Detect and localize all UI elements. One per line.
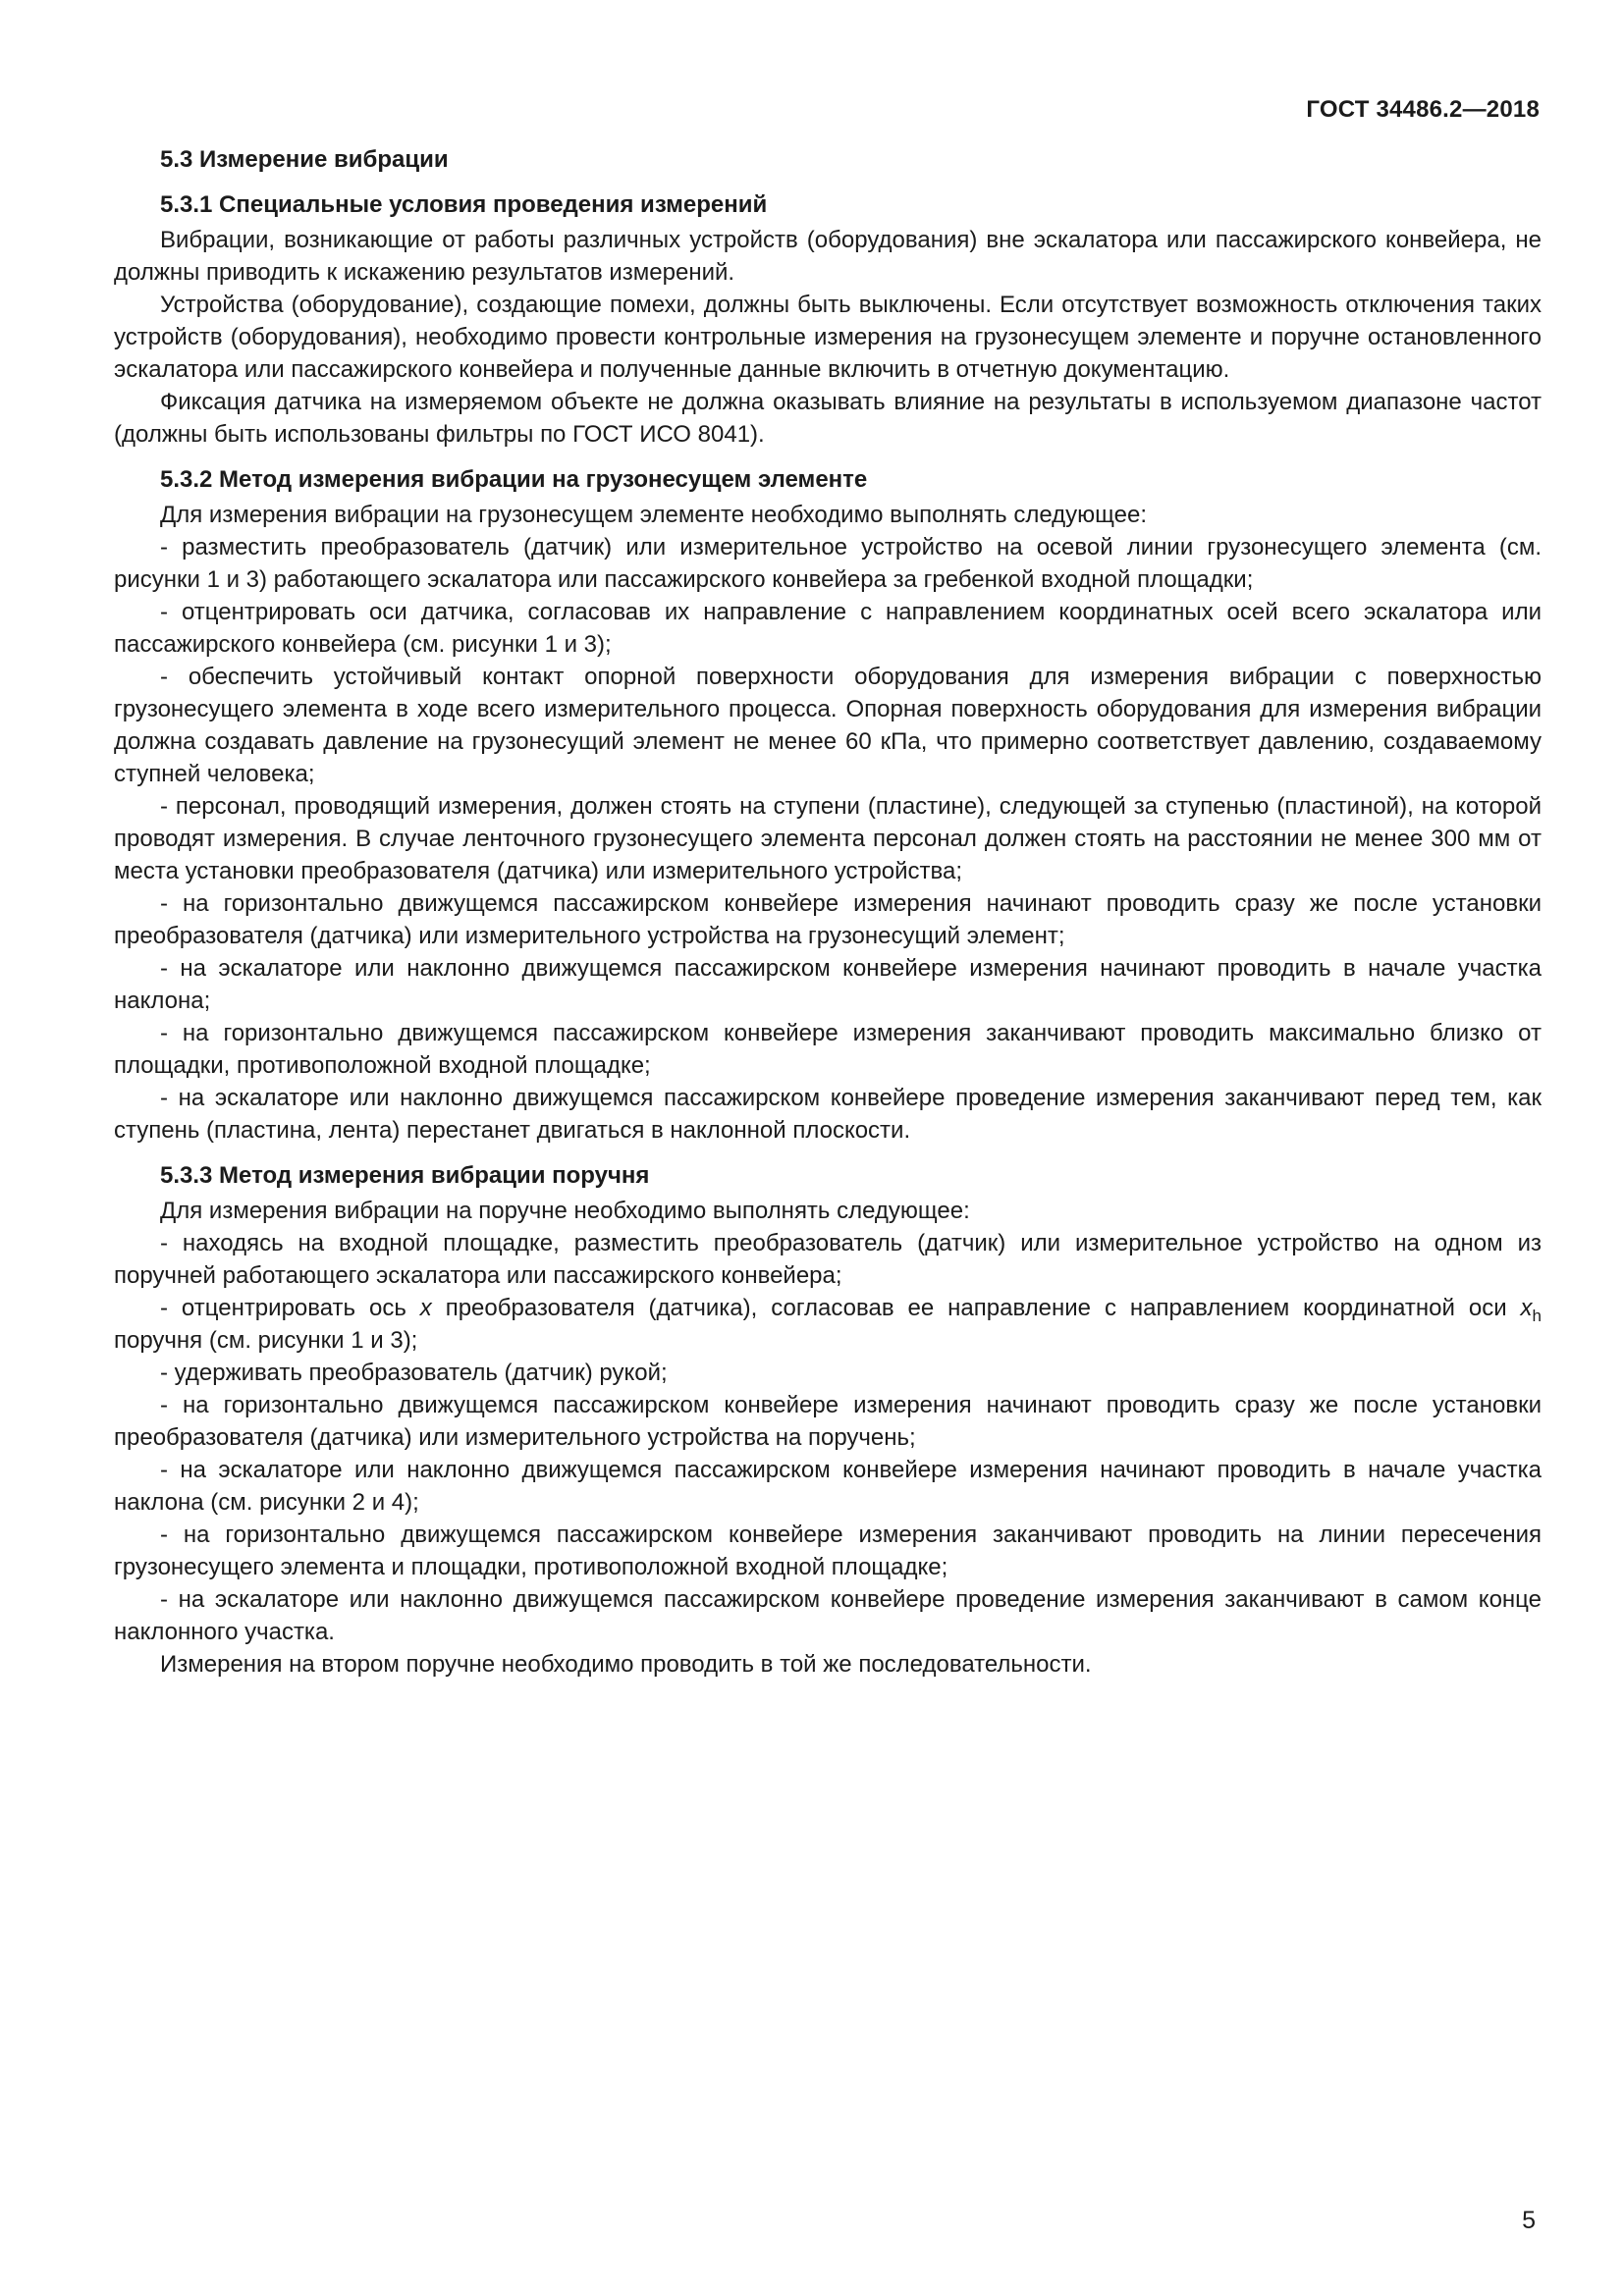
paragraph: - на горизонтально движущемся пассажирском конвейере измерения заканчивают проводить максимально близко от площадки, противоположной входной площадке; <box>114 1020 1542 1079</box>
paragraph: - на горизонтально движущемся пассажирском конвейере измерения начинают проводить сразу же после установки преобразователя (датчика) или измерительного устройства на поручень; <box>114 1392 1542 1451</box>
page-number: 5 <box>1522 2207 1536 2234</box>
paragraph: - на эскалаторе или наклонно движущемся пассажирском конвейере измерения начинают проводить в начале участка наклона; <box>114 955 1542 1014</box>
paragraph: - удерживать преобразователь (датчик) рукой; <box>160 1360 668 1386</box>
paragraph: - персонал, проводящий измерения, должен стоять на ступени (пластине), следующей за ступенью (пластиной), на которой проводят измерения. В случае ленточного грузонесущего элемента персонал должен стоять на расстоянии не менее 300 мм от места установки преобразователя (датчика) или измерительного устройства; <box>114 793 1542 884</box>
section-heading: 5.3 Измерение вибрации <box>160 146 449 173</box>
section-heading: 5.3.3 Метод измерения вибрации поручня <box>160 1162 650 1189</box>
document-standard-number: ГОСТ 34486.2—2018 <box>1306 96 1540 123</box>
section-heading: 5.3.2 Метод измерения вибрации на грузонесущем элементе <box>160 466 868 493</box>
paragraph: - разместить преобразователь (датчик) или измерительное устройство на осевой линии грузонесущего элемента (см. рисунки 1 и 3) работающего эскалатора или пассажирского конвейера за гребенкой входной площадки; <box>114 534 1542 593</box>
paragraph: - находясь на входной площадке, разместить преобразователь (датчик) или измерительное устройство на одном из поручней работающего эскалатора или пассажирского конвейера; <box>114 1230 1542 1289</box>
section-heading: 5.3.1 Специальные условия проведения измерений <box>160 191 768 218</box>
paragraph: Устройства (оборудование), создающие помехи, должны быть выключены. Если отсутствует возможность отключения таких устройств (оборудования), необходимо провести контрольные измерения на грузонесущем элементе и поручне остановленного эскалатора или пассажирского конвейера и полученные данные включить в отчетную документацию. <box>114 292 1542 383</box>
paragraph: Вибрации, возникающие от работы различных устройств (оборудования) вне эскалатора или пассажирского конвейера, не должны приводить к искажению результатов измерений. <box>114 227 1542 286</box>
paragraph: - на горизонтально движущемся пассажирском конвейере измерения начинают проводить сразу же после установки преобразователя (датчика) или измерительного устройства на грузонесущий элемент; <box>114 890 1542 949</box>
document-body <box>114 143 1542 1681</box>
paragraph: - отцентрировать оси датчика, согласовав их направление с направлением координатных осей всего эскалатора или пассажирского конвейера (см. рисунки 1 и 3); <box>114 599 1542 658</box>
paragraph: - на эскалаторе или наклонно движущемся пассажирском конвейере проведение измерения заканчивают перед тем, как ступень (пластина, лента) перестанет двигаться в наклонной плоскости. <box>114 1085 1542 1144</box>
paragraph: - обеспечить устойчивый контакт опорной поверхности оборудования для измерения вибрации с поверхностью грузонесущего элемента в ходе всего измерительного процесса. Опорная поверхность оборудования для измерения вибрации должна создавать давление на грузонесущий элемент не менее 60 кПа, что примерно соответствует давлению, создаваемому ступней человека; <box>114 664 1542 787</box>
paragraph: Фиксация датчика на измеряемом объекте не должна оказывать влияние на результаты в используемом диапазоне частот (должны быть использованы фильтры по ГОСТ ИСО 8041). <box>114 389 1542 448</box>
paragraph: - отцентрировать ось x преобразователя (датчика), согласовав ее направление с направлением координатной оси $x_h$ поручня (см. рисунки 1 и 3); <box>114 1295 1542 1354</box>
paragraph: - на горизонтально движущемся пассажирском конвейере измерения заканчивают проводить на линии пересечения грузонесущего элемента и площадки, противоположной входной площадке; <box>114 1522 1542 1580</box>
paragraph: - на эскалаторе или наклонно движущемся пассажирском конвейере измерения начинают проводить в начале участка наклона (см. рисунки 2 и 4); <box>114 1457 1542 1516</box>
paragraph: Для измерения вибрации на поручне необходимо выполнять следующее: <box>160 1198 970 1224</box>
paragraph: - на эскалаторе или наклонно движущемся пассажирском конвейере проведение измерения заканчивают в самом конце наклонного участка. <box>114 1586 1542 1645</box>
paragraph: Для измерения вибрации на грузонесущем элементе необходимо выполнять следующее: <box>160 502 1147 528</box>
paragraph: Измерения на втором поручне необходимо проводить в той же последовательности. <box>160 1651 1092 1678</box>
